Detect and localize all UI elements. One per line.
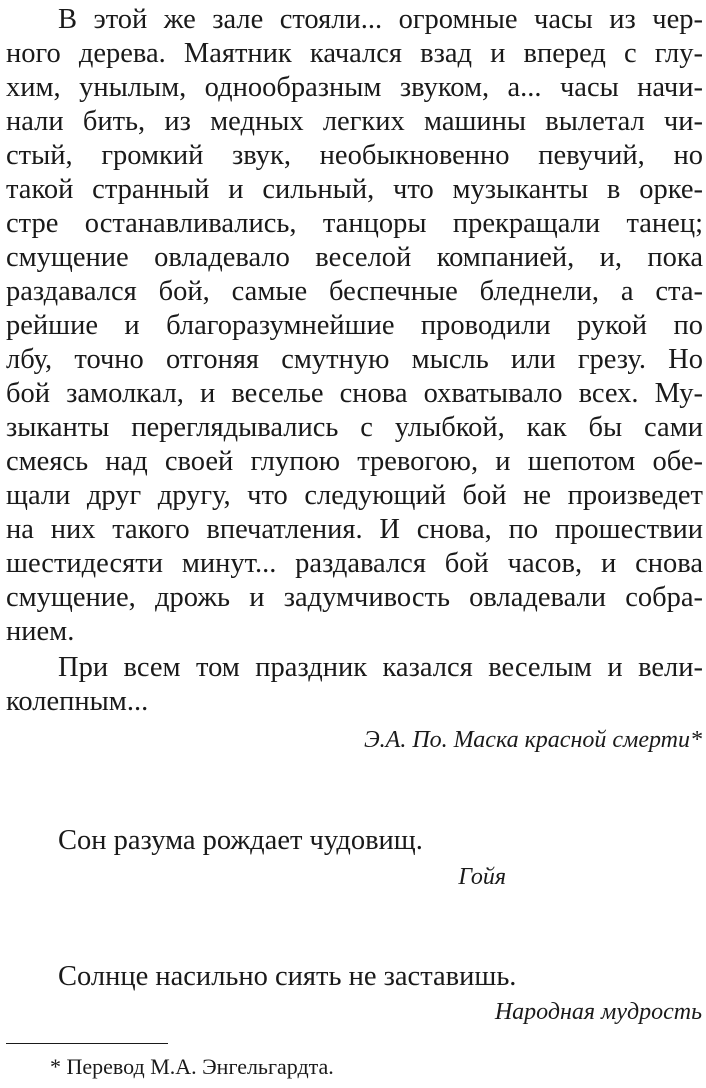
epigraph-author: Народная мудрость [494, 999, 702, 1025]
text-line: на них такого впечатления. И снова, по прошествии [6, 514, 703, 545]
text-line: такой странный и сильный, что музыканты в орке- [6, 174, 703, 205]
epigraph-quote: Сон разума рождает чудовищ. [58, 825, 423, 856]
text-line: В этой же зале стояли... огромные часы из чер- [58, 4, 703, 35]
epigraph-author: Гойя [458, 864, 506, 890]
text-line: стре останавливались, танцоры прекращали танец; [6, 208, 703, 239]
text-line: смеясь над своей глупою тревогою, и шепотом обе- [6, 446, 703, 477]
footnote: * Перевод М.А. Энгельгардта. [50, 1054, 334, 1079]
text-line: раздавался бой, самые беспечные бледнели, а ста- [6, 276, 703, 307]
text-line: бой замолкал, и веселье снова охватывало всех. Му- [6, 378, 703, 409]
text-line: лбу, точно отгоняя смутную мысль или грезу. Но [6, 344, 703, 375]
epigraph-quote: Солнце насильно сиять не заставишь. [58, 961, 517, 992]
text-line: нием. [6, 616, 75, 647]
text-line: смущение овладевало веселой компанией, и, пока [6, 242, 703, 273]
text-line: колепным... [6, 686, 149, 717]
text-line: хим, унылым, однообразным звуком, а... часы начи- [6, 72, 703, 103]
text-line: смущение, дрожь и задумчивость овладевали собра- [6, 582, 703, 613]
text-line: шестидесяти минут... раздавался бой часов, и снова [6, 548, 703, 579]
text-line: ного дерева. Маятник качался взад и вперед с глу- [6, 38, 703, 69]
text-line: При всем том праздник казался веселым и вели- [58, 652, 703, 683]
text-line: рейшие и благоразумнейшие проводили рукой по [6, 310, 703, 341]
text-line: щали друг другу, что следующий бой не произведет [6, 480, 703, 511]
quote-attribution: Э.А. По. Маска красной смерти* [363, 727, 702, 753]
text-line: стый, громкий звук, необыкновенно певучий, но [6, 140, 703, 171]
footnote-divider [6, 1043, 168, 1044]
text-line: зыканты переглядывались с улыбкой, как бы сами [6, 412, 703, 443]
text-line: нали бить, из медных легких машины вылетал чи- [6, 106, 703, 137]
